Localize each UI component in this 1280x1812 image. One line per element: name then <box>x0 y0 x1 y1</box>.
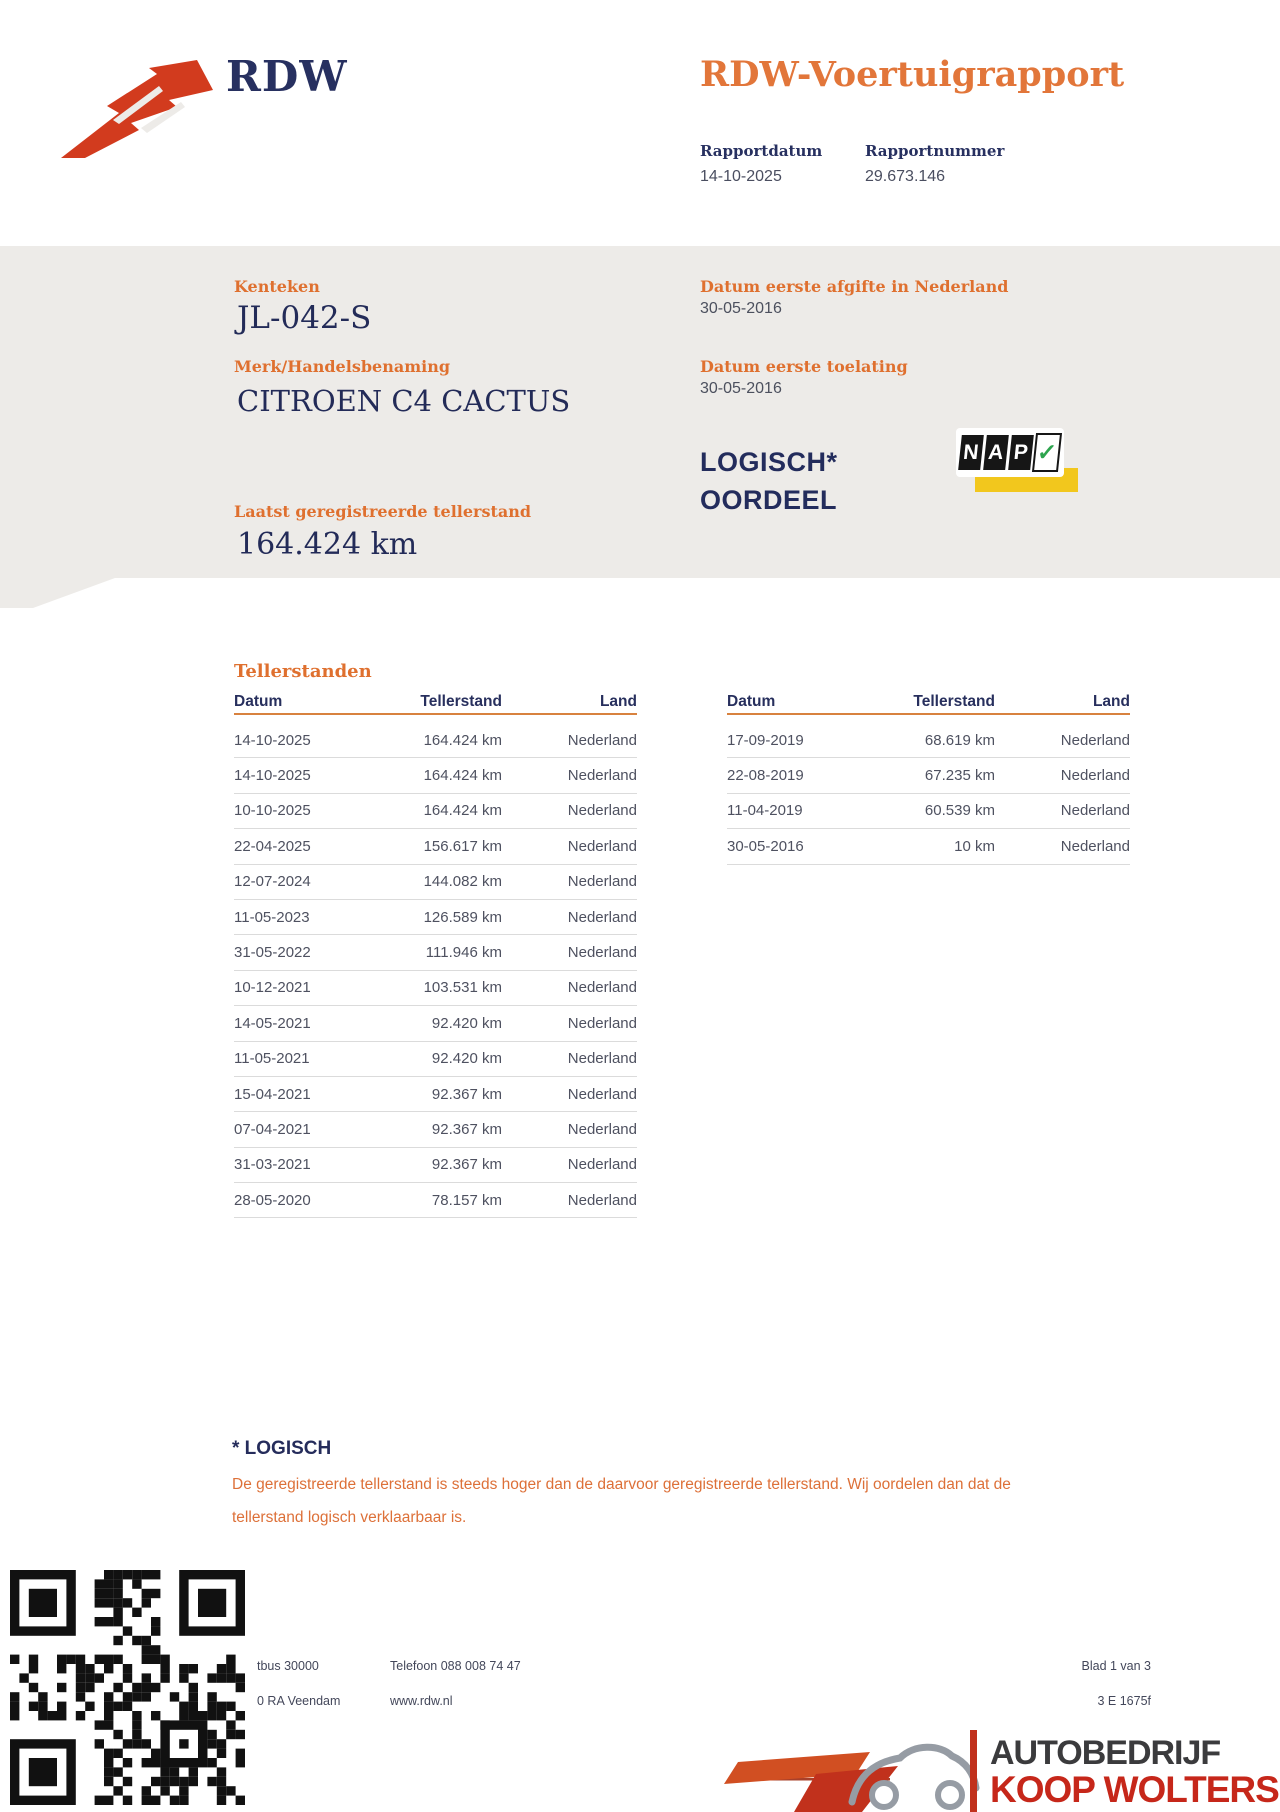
table-row <box>727 794 1130 829</box>
table-cell: 78.157 km <box>431 1191 502 1209</box>
table-cell: 07-04-2021 <box>234 1120 311 1138</box>
table-row <box>234 1112 637 1147</box>
table-row <box>234 829 637 864</box>
table-row <box>234 1042 637 1077</box>
table-row <box>234 865 637 900</box>
table-row <box>234 971 637 1006</box>
table-cell: 14-05-2021 <box>234 1014 311 1032</box>
toelating-label: Datum eerste toelating <box>700 357 908 376</box>
col-land: Land <box>599 693 637 710</box>
table-cell: 164.424 km <box>423 731 502 749</box>
table-cell: Nederland <box>567 979 637 997</box>
report-date-value: 14-10-2025 <box>700 168 782 185</box>
report-date-label: Rapportdatum <box>700 142 823 160</box>
table-row <box>234 723 637 758</box>
brand-wordmark: RDW <box>226 52 348 101</box>
table-cell: 156.617 km <box>423 837 502 855</box>
verdict-line2: OORDEEL <box>700 485 838 515</box>
footer-website: www.rdw.nl <box>390 1694 453 1708</box>
nap-letter-p: P <box>1008 435 1033 470</box>
toelating-value: 30-05-2016 <box>700 380 782 397</box>
table-cell: 92.367 km <box>431 1085 502 1103</box>
table-cell: 103.531 km <box>423 979 502 997</box>
table-row <box>727 758 1130 793</box>
table-cell: Nederland <box>567 1191 637 1209</box>
nap-logo <box>956 428 1080 494</box>
table-cell: 22-04-2025 <box>234 837 311 855</box>
table-cell: Nederland <box>1060 802 1130 820</box>
table-cell: Nederland <box>567 1085 637 1103</box>
table-cell: 17-09-2019 <box>727 731 804 749</box>
logisch-note-text: De geregistreerde tellerstand is steeds hoger dan de daarvoor geregistreerde tellerstand. Wij oordelen dan dat de tellerstand logisch verklaarbaar is. <box>232 1476 1011 1526</box>
table-cell: Nederland <box>567 944 637 962</box>
table-cell: Nederland <box>567 1014 637 1032</box>
nap-check-icon: ✓ <box>1032 433 1062 472</box>
table-row <box>234 1006 637 1041</box>
table-cell: 30-05-2016 <box>727 837 804 855</box>
table-cell: Nederland <box>567 767 637 785</box>
table-cell: 92.367 km <box>431 1156 502 1174</box>
dealer-name-line2: KOOP WOLTERS <box>990 1769 1279 1810</box>
table-row <box>727 723 1130 758</box>
table-cell: Nederland <box>567 731 637 749</box>
table-cell: Nederland <box>567 908 637 926</box>
table-body <box>727 723 1130 865</box>
nap-letter-a: A <box>983 435 1008 470</box>
table-row <box>234 900 637 935</box>
footer-page-number: Blad 1 van 3 <box>1081 1659 1151 1673</box>
table-cell: 92.420 km <box>431 1050 502 1068</box>
table-cell: 14-10-2025 <box>234 767 311 785</box>
table-cell: 10-10-2025 <box>234 802 311 820</box>
table-row <box>234 935 637 970</box>
table-cell: Nederland <box>567 1050 637 1068</box>
table-cell: 126.589 km <box>423 908 502 926</box>
col-tellerstand: Tellerstand <box>420 693 502 710</box>
table-cell: 68.619 km <box>924 731 995 749</box>
table-row <box>234 1077 637 1112</box>
table-cell: 11-05-2023 <box>234 908 310 926</box>
table-cell: 164.424 km <box>423 767 502 785</box>
table-cell: 164.424 km <box>423 802 502 820</box>
table-cell: Nederland <box>567 1156 637 1174</box>
table-cell: 22-08-2019 <box>727 767 804 785</box>
rdw-logo-icon <box>61 60 213 158</box>
table-cell: 31-05-2022 <box>234 944 311 962</box>
laatste-tellerstand-value: 164.424 km <box>237 527 418 562</box>
table-row <box>234 794 637 829</box>
nap-card <box>956 428 1064 477</box>
table-row <box>234 758 637 793</box>
table-cell: 12-07-2024 <box>234 873 311 891</box>
odometer-table-left <box>234 693 637 1218</box>
table-cell: 14-10-2025 <box>234 731 311 749</box>
table-cell: 92.420 km <box>431 1014 502 1032</box>
nap-letter-n: N <box>958 435 983 470</box>
table-row <box>234 1148 637 1183</box>
dealer-logo <box>718 1722 986 1812</box>
laatste-tellerstand-label: Laatst geregistreerde tellerstand <box>234 502 532 521</box>
table-cell: 11-05-2021 <box>234 1050 310 1068</box>
table-cell: Nederland <box>1060 731 1130 749</box>
table-cell: 28-05-2020 <box>234 1191 311 1209</box>
col-datum: Datum <box>234 693 283 710</box>
table-cell: Nederland <box>567 802 637 820</box>
kenteken-value: JL-042-S <box>237 300 372 336</box>
vehicle-summary-panel <box>0 246 1280 608</box>
table-cell: Nederland <box>567 873 637 891</box>
table-cell: 111.946 km <box>425 944 502 962</box>
table-cell: 92.367 km <box>431 1120 502 1138</box>
qr-code <box>10 1570 245 1805</box>
verdict-line1: LOGISCH* <box>700 447 838 477</box>
logisch-note-heading: * LOGISCH <box>232 1438 332 1459</box>
table-row <box>727 829 1130 864</box>
report-number-label: Rapportnummer <box>865 142 1005 160</box>
tellerstanden-heading: Tellerstanden <box>234 661 372 682</box>
col-land: Land <box>1092 693 1130 710</box>
table-cell: Nederland <box>1060 767 1130 785</box>
footer-address-line2: 0 RA Veendam <box>257 1694 341 1708</box>
footer-phone: Telefoon 088 008 74 47 <box>390 1659 521 1673</box>
col-datum: Datum <box>727 693 776 710</box>
footer-form-code: 3 E 1675f <box>1097 1694 1151 1708</box>
table-cell: 60.539 km <box>924 802 995 820</box>
table-cell: 10-12-2021 <box>234 979 311 997</box>
table-body <box>234 723 637 1218</box>
footer-address-line1: tbus 30000 <box>257 1659 319 1673</box>
odometer-table-right <box>727 693 1130 865</box>
table-cell: 10 km <box>954 837 995 855</box>
table-header <box>234 693 637 715</box>
table-cell: Nederland <box>567 837 637 855</box>
merk-value: CITROEN C4 CACTUS <box>237 384 571 418</box>
table-cell: 15-04-2021 <box>234 1085 311 1103</box>
table-row <box>234 1183 637 1218</box>
page-title: RDW-Voertuigrapport <box>700 54 1125 95</box>
table-cell: Nederland <box>567 1120 637 1138</box>
table-cell: 11-04-2019 <box>727 802 803 820</box>
dealer-name-line1: AUTOBEDRIJF <box>990 1734 1221 1772</box>
report-number-value: 29.673.146 <box>865 168 946 185</box>
dealer-divider-bar <box>970 1730 977 1812</box>
table-cell: Nederland <box>1060 837 1130 855</box>
merk-label: Merk/Handelsbenaming <box>234 357 451 376</box>
table-cell: 67.235 km <box>924 767 995 785</box>
col-tellerstand: Tellerstand <box>913 693 995 710</box>
table-cell: 144.082 km <box>423 873 502 891</box>
afgifte-value: 30-05-2016 <box>700 300 782 317</box>
afgifte-label: Datum eerste afgifte in Nederland <box>700 277 1009 296</box>
kenteken-label: Kenteken <box>234 277 320 296</box>
table-cell: 31-03-2021 <box>234 1156 311 1174</box>
table-header <box>727 693 1130 715</box>
